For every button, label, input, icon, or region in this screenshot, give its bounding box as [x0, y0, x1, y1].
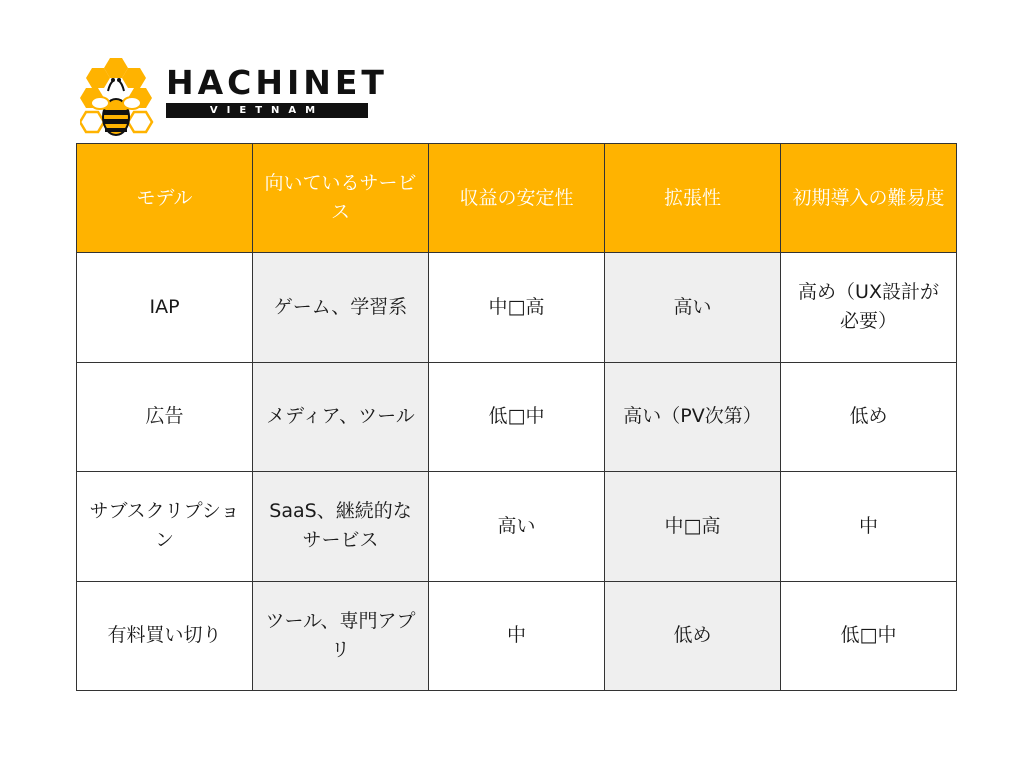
cell-scalability: 高い — [605, 253, 781, 363]
brand-name: HACHINET — [166, 63, 388, 102]
cell-model: IAP — [77, 253, 253, 363]
cell-model: サブスクリプション — [77, 472, 253, 582]
table-row — [77, 253, 957, 363]
cell-suited-services: ゲーム、学習系 — [253, 253, 429, 363]
table-row — [77, 472, 957, 582]
brand-subtitle: VIETNAM — [166, 103, 368, 118]
revenue-model-table — [76, 143, 957, 691]
cell-revenue-stability: 中 — [429, 581, 605, 691]
cell-scalability: 中□高 — [605, 472, 781, 582]
header-scalability: 拡張性 — [605, 144, 781, 253]
header-suited-services: 向いているサービス — [253, 144, 429, 253]
table-header-row — [77, 144, 957, 253]
cell-revenue-stability: 低□中 — [429, 362, 605, 472]
cell-initial-difficulty: 高め（UX設計が必要） — [781, 253, 957, 363]
cell-scalability: 高い（PV次第） — [605, 362, 781, 472]
cell-model: 有料買い切り — [77, 581, 253, 691]
cell-revenue-stability: 高い — [429, 472, 605, 582]
cell-suited-services: SaaS、継続的なサービス — [253, 472, 429, 582]
cell-scalability: 低め — [605, 581, 781, 691]
bee-honeycomb-icon — [80, 55, 166, 140]
cell-initial-difficulty: 低□中 — [781, 581, 957, 691]
header-model: モデル — [77, 144, 253, 253]
cell-revenue-stability: 中□高 — [429, 253, 605, 363]
hachinet-logo — [80, 55, 388, 140]
cell-initial-difficulty: 中 — [781, 472, 957, 582]
cell-model: 広告 — [77, 362, 253, 472]
table-row — [77, 362, 957, 472]
cell-initial-difficulty: 低め — [781, 362, 957, 472]
cell-suited-services: メディア、ツール — [253, 362, 429, 472]
table-row — [77, 581, 957, 691]
header-revenue-stability: 収益の安定性 — [429, 144, 605, 253]
cell-suited-services: ツール、専門アプリ — [253, 581, 429, 691]
header-initial-difficulty: 初期導入の難易度 — [781, 144, 957, 253]
